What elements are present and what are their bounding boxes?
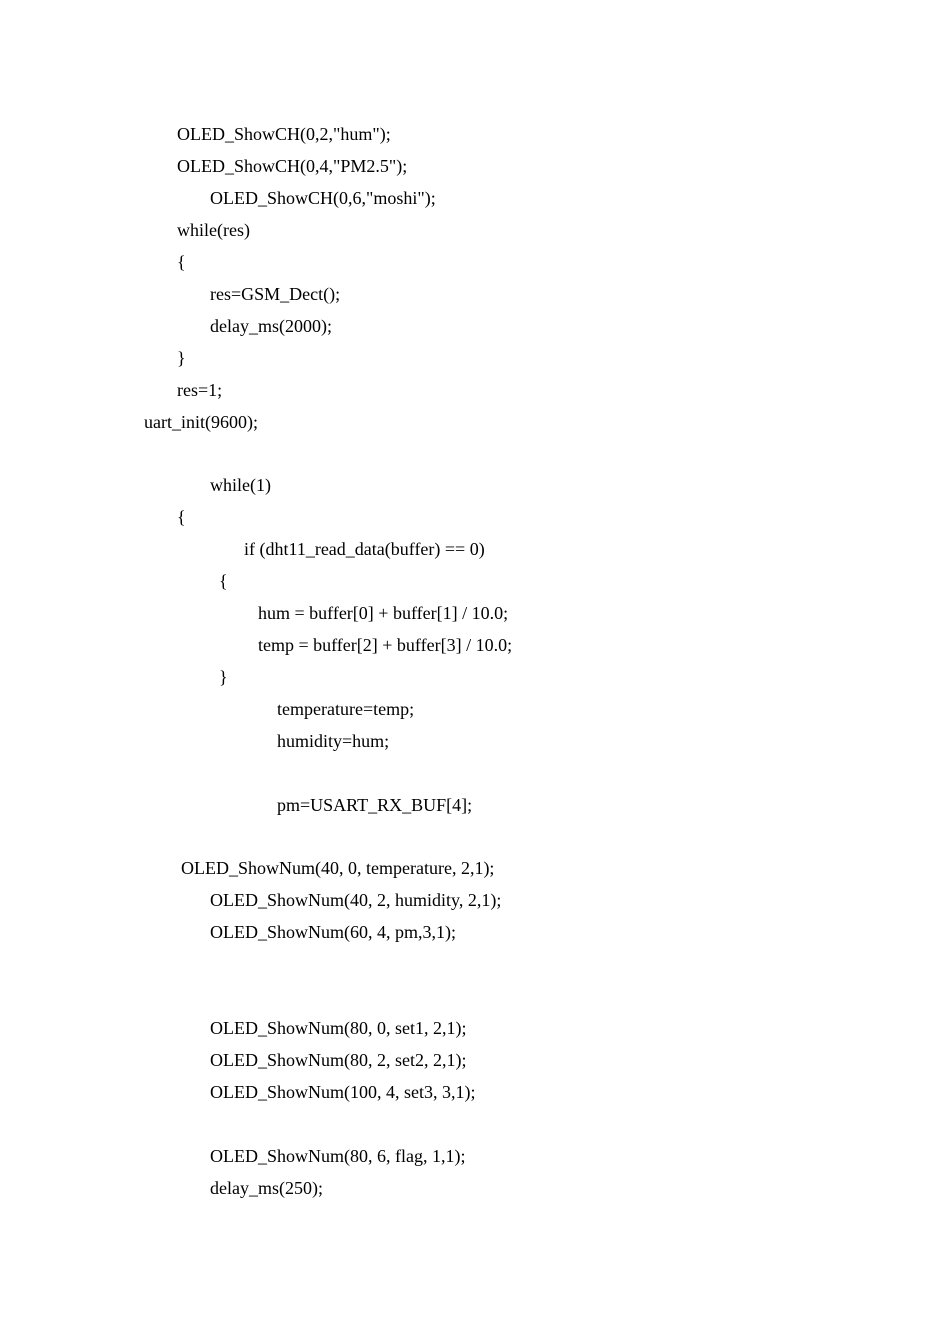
code-line: }	[219, 667, 228, 687]
code-line: }	[177, 348, 186, 368]
code-line: OLED_ShowNum(40, 0, temperature, 2,1);	[181, 858, 495, 878]
code-line: while(res)	[177, 220, 250, 240]
code-line: OLED_ShowCH(0,2,"hum");	[177, 124, 391, 144]
code-line: hum = buffer[0] + buffer[1] / 10.0;	[258, 603, 509, 623]
code-line: if (dht11_read_data(buffer) == 0)	[244, 539, 485, 559]
code-line: {	[177, 507, 186, 527]
code-line: uart_init(9600);	[144, 412, 258, 432]
code-line: OLED_ShowNum(80, 6, flag, 1,1);	[210, 1146, 466, 1166]
code-line: temp = buffer[2] + buffer[3] / 10.0;	[258, 635, 513, 655]
code-line: {	[219, 571, 228, 591]
code-line: OLED_ShowNum(80, 0, set1, 2,1);	[210, 1018, 467, 1038]
code-line: res=1;	[177, 380, 223, 400]
code-line: delay_ms(250);	[210, 1178, 323, 1198]
code-line: OLED_ShowNum(80, 2, set2, 2,1);	[210, 1050, 467, 1070]
code-line: OLED_ShowNum(100, 4, set3, 3,1);	[210, 1082, 476, 1102]
code-line: res=GSM_Dect();	[210, 284, 341, 304]
code-line: OLED_ShowCH(0,6,"moshi");	[210, 188, 436, 208]
code-line: OLED_ShowCH(0,4,"PM2.5");	[177, 156, 408, 176]
code-line: humidity=hum;	[277, 731, 390, 751]
code-line: temperature=temp;	[277, 699, 415, 719]
code-line: OLED_ShowNum(60, 4, pm,3,1);	[210, 922, 456, 942]
code-line: {	[177, 252, 186, 272]
code-line: while(1)	[210, 475, 271, 495]
code-line: pm=USART_RX_BUF[4];	[277, 795, 473, 815]
code-line: OLED_ShowNum(40, 2, humidity, 2,1);	[210, 890, 502, 910]
code-line: delay_ms(2000);	[210, 316, 332, 336]
